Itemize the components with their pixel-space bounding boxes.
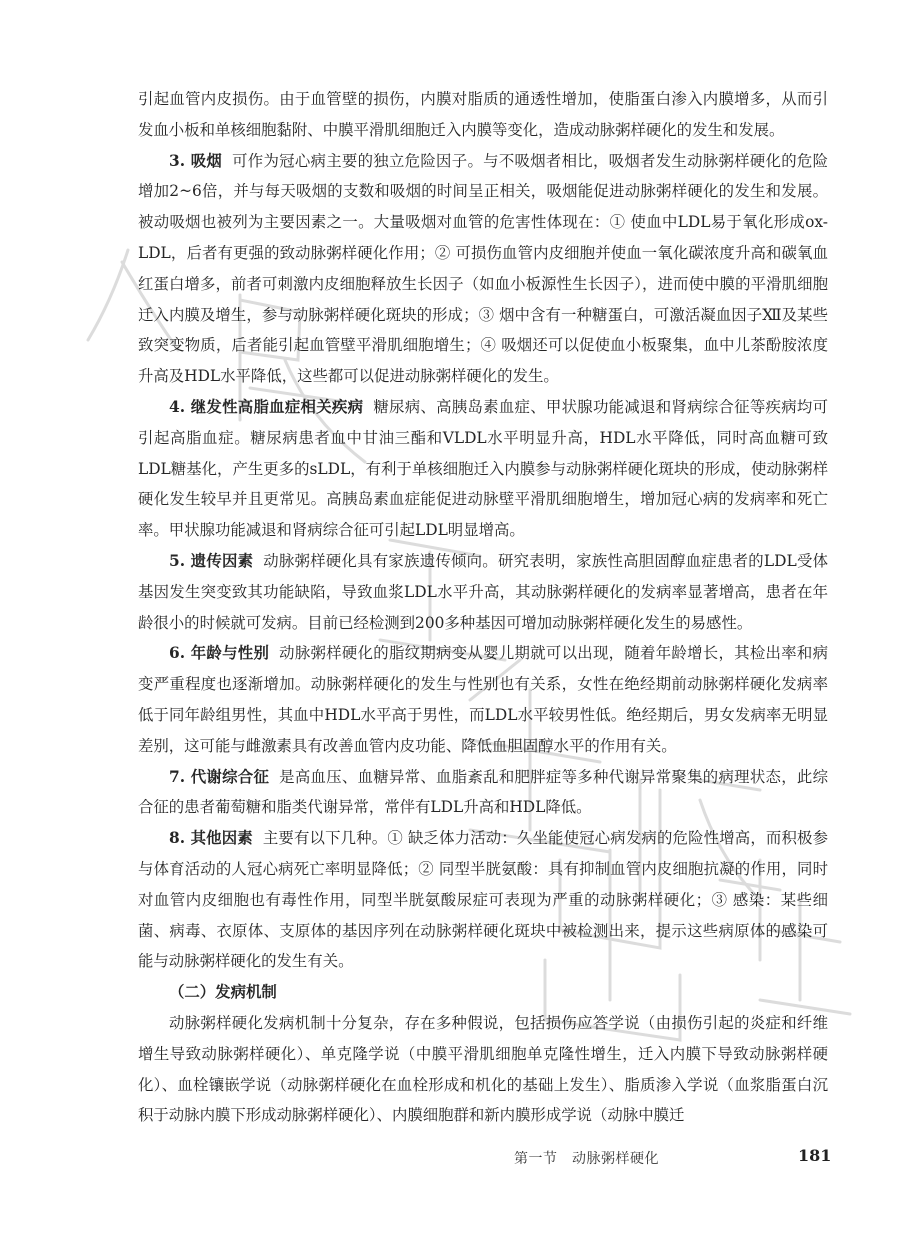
paragraph-heading: 8. 其他因素	[169, 829, 253, 848]
paragraph-other-factors	[138, 823, 828, 977]
paragraph-text: 动脉粥样硬化具有家族遗传倾向。研究表明，家族性高胆固醇血症患者的LDL受体基因发生突变致其功能缺陷，导致血浆LDL水平升高，其动脉粥样硬化的发病率显著增高，患者在年龄很小的时候就可发病。目前已经检测到200多种基因可增加动脉粥样硬化发生的易感性。	[138, 551, 828, 632]
section-heading	[138, 977, 828, 1008]
body-text	[138, 84, 828, 1131]
paragraph-pathogenesis	[138, 1008, 828, 1131]
paragraph-heading: 4. 继发性高脂血症相关疾病	[169, 397, 364, 416]
paragraph-text: 主要有以下几种。① 缺乏体力活动：久坐能使冠心病发病的危险性增高，而积极参与体育活动的人冠心病死亡率明显降低；② 同型半胱氨酸：具有抑制血管内皮细胞抗凝的作用，同时对血管内皮细胞也有毒性作用，同型半胱氨酸尿症可表现为严重的动脉粥样硬化；③ 感染：某些细菌、病毒、衣原体、支原体的基因序列在动脉粥样硬化斑块中被检测出来，提示这些病原体的感染可能与动脉粥样硬化的发生有关。	[138, 829, 828, 971]
paragraph-genetics	[138, 546, 828, 638]
section-heading-text: （二）发病机制	[169, 983, 277, 1002]
paragraph-metabolic-syndrome	[138, 762, 828, 824]
paragraph-text: 动脉粥样硬化的脂纹期病变从婴儿期就可以出现，随着年龄增长，其检出率和病变严重程度也逐渐增加。动脉粥样硬化的发生与性别也有关系，女性在绝经期前动脉粥样硬化发病率低于同年龄组男性，其血中HDL水平高于男性，而LDL水平较男性低。绝经期后，男女发病率无明显差别，这可能与雌激素具有改善血管内皮功能、降低血胆固醇水平的作用有关。	[138, 644, 828, 755]
paragraph-age-sex	[138, 638, 828, 761]
page-number: 181	[798, 1146, 832, 1165]
paragraph-secondary-hyperlipidemia	[138, 392, 828, 546]
paragraph-text: 是高血压、血糖异常、血脂紊乱和肥胖症等多种代谢异常聚集的病理状态，此综合征的患者葡萄糖和脂类代谢异常，常伴有LDL升高和HDL降低。	[138, 767, 828, 817]
paragraph-heading: 6. 年龄与性别	[169, 644, 270, 663]
paragraph-continuation	[138, 84, 828, 146]
paragraph-heading: 5. 遗传因素	[169, 551, 254, 570]
paragraph-text: 动脉粥样硬化发病机制十分复杂，存在多种假说，包括损伤应答学说（由损伤引起的炎症和纤维增生导致动脉粥样硬化）、单克隆学说（中膜平滑肌细胞单克隆性增生，迁入内膜下导致动脉粥样硬化）、血栓镶嵌学说（动脉粥样硬化在血栓形成和机化的基础上发生）、脂质渗入学说（血浆脂蛋白沉积于动脉内膜下形成动脉粥样硬化）、内膜细胞群和新内膜形成学说（动脉中膜迁	[138, 1013, 828, 1125]
paragraph-text: 引起血管内皮损伤。由于血管壁的损伤，内膜对脂质的通透性增加，使脂蛋白渗入内膜增多，从而引发血小板和单核细胞黏附、中膜平滑肌细胞迁入内膜等变化，造成动脉粥样硬化的发生和发展。	[138, 90, 828, 139]
paragraph-text: 糖尿病、高胰岛素血症、甲状腺功能减退和肾病综合征等疾病均可引起高脂血症。糖尿病患者血中甘油三酯和VLDL水平明显升高，HDL水平降低，同时高血糖可致LDL糖基化，产生更多的sLDL，有利于单核细胞迁入内膜参与动脉粥样硬化斑块的形成，使动脉粥样硬化发生较早并且更常见。高胰岛素血症能促进动脉壁平滑肌细胞增生，增加冠心病的发病率和死亡率。甲状腺功能减退和肾病综合征可引起LDL明显增高。	[138, 397, 828, 540]
paragraph-text: 可作为冠心病主要的独立危险因子。与不吸烟者相比，吸烟者发生动脉粥样硬化的危险增加2~6倍，并与每天吸烟的支数和吸烟的时间呈正相关，吸烟能促进动脉粥样硬化的发生和发展。被动吸烟也被列为主要因素之一。大量吸烟对血管的危害性体现在：① 使血中LDL易于氧化形成ox-LDL，后者有更强的致动脉粥样硬化作用；② 可损伤血管内皮细胞并使血一氧化碳浓度升高和碳氧血红蛋白增多，前者可刺激内皮细胞释放生长因子（如血小板源性生长因子），进而使中膜的平滑肌细胞迁入内膜及增生，参与动脉粥样硬化斑块的形成；③ 烟中含有一种糖蛋白，可激活凝血因子Ⅻ及某些致突变物质，后者能引起血管壁平滑肌细胞增生；④ 吸烟还可以促使血小板聚集，血中儿茶酚胺浓度升高及HDL水平降低，这些都可以促进动脉粥样硬化的发生。	[138, 151, 828, 386]
footer-chapter-title: 第一节 动脉粥样硬化	[514, 1151, 659, 1167]
paragraph-smoking	[138, 146, 828, 392]
paragraph-heading: 7. 代谢综合征	[169, 767, 270, 786]
paragraph-heading: 3. 吸烟	[169, 151, 223, 170]
